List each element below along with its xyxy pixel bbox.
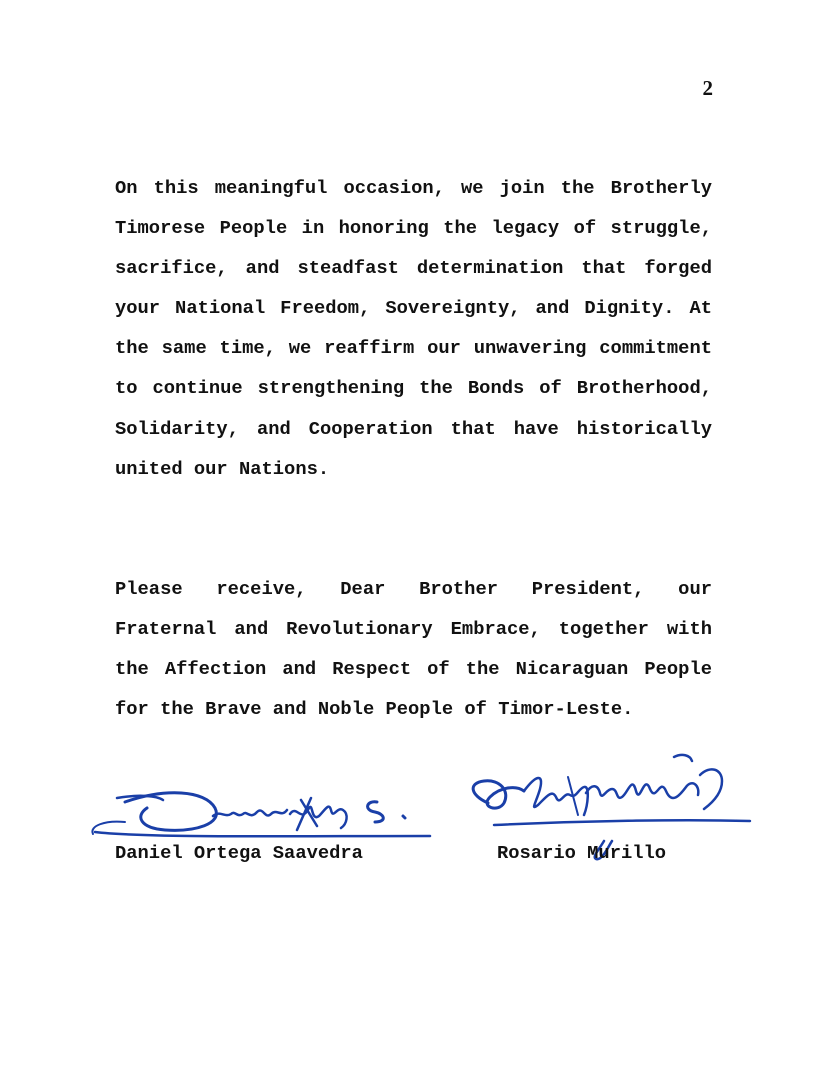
signatory-name-daniel-ortega: Daniel Ortega Saavedra bbox=[115, 842, 363, 864]
body-paragraph-2: Please receive, Dear Brother President, our Fraternal and Revolutionary Embrace, together with the Affection and Respect of the Nicaraguan People for the Brave and Noble People of Timor-Leste. bbox=[115, 578, 712, 721]
body-paragraph-1: On this meaningful occasion, we join the Brotherly Timorese People in honoring the legacy of struggle, sacrifice, and steadfast determination that forged your National Freedom, Sovereignty, and Dignity. At the same time, we reaffirm our unwavering commitment to continue strengthening the Bonds of Brotherhood, Solidarity, and Cooperation that have historically united our Nations. bbox=[115, 177, 712, 480]
signatory-name-rosario-murillo: Rosario Murillo bbox=[497, 842, 667, 864]
page-number: 2 bbox=[702, 76, 713, 100]
